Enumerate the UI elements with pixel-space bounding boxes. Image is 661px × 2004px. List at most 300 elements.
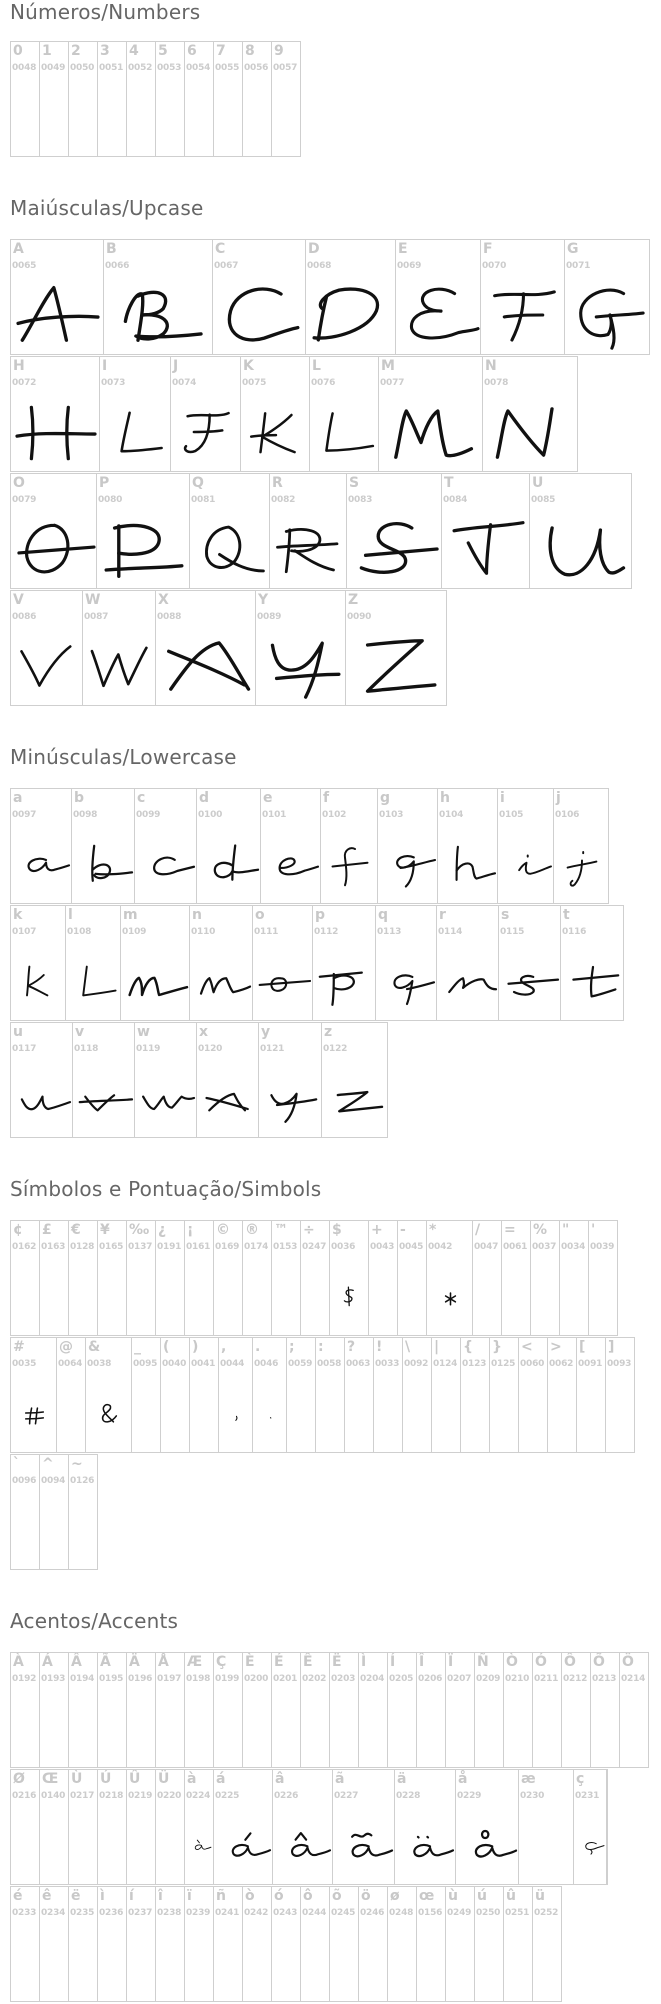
character-code: 0230 — [520, 1791, 545, 1801]
character-label: I — [102, 358, 108, 374]
glyph-cell — [242, 41, 272, 157]
handwritten-glyph — [396, 240, 481, 355]
glyph-stroke — [92, 846, 94, 881]
character-label: F — [483, 241, 493, 257]
glyph-stroke — [286, 529, 320, 551]
character-label: | — [434, 1339, 440, 1355]
glyph-stroke — [332, 974, 333, 1005]
handwritten-glyph — [347, 474, 442, 589]
glyph-stroke — [185, 415, 210, 452]
character-label: 5 — [158, 43, 168, 59]
character-code: 0200 — [244, 1674, 269, 1684]
character-label: ú — [477, 1888, 487, 1904]
glyph-stroke — [271, 1094, 296, 1122]
character-label: i — [500, 790, 505, 806]
glyph-stroke — [35, 1408, 37, 1424]
handwritten-glyph — [197, 789, 261, 904]
character-label: Ù — [71, 1771, 83, 1787]
character-label: c — [137, 790, 146, 806]
character-label: A — [13, 241, 24, 257]
glyph-cell — [68, 1769, 98, 1885]
character-label: Û — [129, 1771, 141, 1787]
character-label: Á — [42, 1654, 53, 1670]
character-code: 0086 — [12, 612, 37, 622]
handwritten-glyph — [253, 1338, 287, 1453]
character-label: 1 — [42, 43, 52, 59]
character-label: Ü — [158, 1771, 170, 1787]
glyph-cell — [68, 41, 98, 157]
glyph-cell — [39, 1454, 69, 1570]
glyph-cell — [445, 1886, 475, 2002]
glyph-cell — [445, 1652, 475, 1768]
character-code: 0120 — [198, 1044, 223, 1054]
glyph-cell — [213, 1220, 243, 1336]
character-label: á — [216, 1771, 226, 1787]
glyph-cell — [576, 1337, 606, 1453]
character-label: ü — [535, 1888, 545, 1904]
glyph-cell — [126, 1886, 156, 2002]
character-label: ~ — [71, 1456, 83, 1472]
character-label: 6 — [187, 43, 197, 59]
character-code: 0103 — [379, 810, 404, 820]
character-code: 0076 — [311, 378, 336, 388]
character-code: 0250 — [476, 1908, 501, 1918]
glyph-cell — [559, 1220, 589, 1336]
glyph-cell — [10, 1652, 40, 1768]
character-code: 0116 — [562, 927, 587, 937]
character-code: 0244 — [302, 1908, 327, 1918]
glyph-cell — [344, 1337, 374, 1453]
handwritten-glyph — [100, 357, 171, 472]
character-code: 0040 — [162, 1359, 187, 1369]
glyph-stroke — [22, 1097, 70, 1110]
glyph-stroke — [610, 315, 614, 348]
glyph-cell — [196, 1022, 259, 1138]
glyph-stroke — [596, 313, 643, 317]
character-code: 0249 — [447, 1908, 472, 1918]
character-label: 7 — [216, 43, 226, 59]
glyph-cell — [97, 1886, 127, 2002]
character-code: 0203 — [331, 1674, 356, 1684]
glyph-cell — [426, 1220, 473, 1336]
glyph-stroke — [397, 856, 414, 887]
character-code: 0217 — [70, 1791, 95, 1801]
glyph-stroke — [286, 530, 290, 572]
glyph-cell — [497, 788, 554, 904]
glyph-stroke — [411, 311, 478, 338]
character-label: ì — [100, 1888, 105, 1904]
character-label: t — [563, 907, 570, 923]
character-label: Ò — [506, 1654, 518, 1670]
character-label: k — [13, 907, 23, 923]
glyph-stroke — [457, 863, 495, 878]
glyph-cell — [97, 41, 127, 157]
character-code: 0039 — [590, 1242, 615, 1252]
character-label: y — [261, 1024, 271, 1040]
glyph-stroke — [96, 872, 132, 874]
glyph-cell — [321, 1022, 388, 1138]
glyph-cell — [10, 1022, 73, 1138]
character-code: 0126 — [70, 1476, 95, 1486]
character-label: n — [192, 907, 202, 923]
glyph-stroke — [446, 1296, 456, 1302]
character-code: 0050 — [70, 63, 95, 73]
character-code: 0212 — [563, 1674, 588, 1684]
character-code: 0067 — [214, 261, 239, 271]
character-code: 0163 — [41, 1242, 66, 1252]
glyph-stroke — [28, 975, 47, 995]
glyph-stroke — [446, 1296, 456, 1302]
character-code: 0082 — [271, 495, 296, 505]
glyph-cell — [619, 1652, 649, 1768]
character-code: 0174 — [244, 1242, 269, 1252]
character-code: 0038 — [87, 1359, 112, 1369]
character-code: 0210 — [505, 1674, 530, 1684]
glyph-stroke — [188, 413, 229, 416]
character-code: 0124 — [433, 1359, 458, 1369]
character-label: < — [521, 1339, 533, 1355]
glyph-cell — [272, 1769, 333, 1885]
character-code: 0069 — [397, 261, 422, 271]
character-label: ä — [397, 1771, 407, 1787]
handwritten-glyph — [11, 1338, 57, 1453]
character-code: 0033 — [375, 1359, 400, 1369]
character-code: 0251 — [505, 1908, 530, 1918]
character-label: P — [99, 475, 110, 491]
character-label: Î — [419, 1654, 425, 1670]
glyph-cell — [97, 1769, 127, 1885]
handwritten-glyph — [379, 357, 483, 472]
character-code: 0111 — [254, 927, 279, 937]
character-code: 0035 — [12, 1359, 37, 1369]
glyph-cell — [242, 1220, 272, 1336]
character-label: } — [492, 1339, 502, 1355]
glyph-stroke — [571, 860, 582, 885]
character-code: 0046 — [254, 1359, 279, 1369]
handwritten-glyph — [346, 591, 447, 706]
glyph-cell — [387, 1886, 417, 2002]
glyph-stroke — [194, 430, 222, 432]
character-code: 0090 — [347, 612, 372, 622]
character-code: 0061 — [503, 1242, 528, 1252]
glyph-stroke — [261, 413, 266, 452]
glyph-stroke — [396, 411, 472, 457]
glyph-cell — [300, 1886, 330, 2002]
character-code: 0235 — [70, 1908, 95, 1918]
character-label: ® — [245, 1222, 259, 1238]
handwritten-glyph — [333, 1770, 395, 1885]
glyph-cell — [155, 1652, 185, 1768]
character-label: Ê — [303, 1654, 313, 1670]
glyph-stroke — [320, 973, 362, 977]
glyph-cell — [305, 239, 396, 355]
character-label: R — [272, 475, 283, 491]
glyph-cell — [503, 1652, 533, 1768]
handwritten-glyph — [270, 474, 347, 589]
glyph-cell — [96, 473, 190, 589]
glyph-stroke — [295, 551, 334, 570]
character-code: 0102 — [322, 810, 347, 820]
character-label: £ — [42, 1222, 52, 1238]
glyph-cell — [329, 1652, 359, 1768]
character-code: 0084 — [443, 495, 468, 505]
glyph-cell — [460, 1337, 490, 1453]
glyph-stroke — [115, 526, 160, 555]
glyph-cell — [65, 905, 121, 1021]
character-code: 0106 — [555, 810, 580, 820]
character-code: 0057 — [273, 63, 298, 73]
character-label: K — [243, 358, 254, 374]
handwritten-glyph — [11, 474, 97, 589]
glyph-cell — [573, 1769, 607, 1885]
glyph-stroke — [418, 1837, 419, 1838]
character-code: 0101 — [262, 810, 287, 820]
character-code: 0072 — [12, 378, 37, 388]
character-label: ' — [591, 1222, 596, 1238]
character-code: 0062 — [549, 1359, 574, 1369]
character-code: 0239 — [186, 1908, 211, 1918]
glyph-cell — [56, 1337, 86, 1453]
glyph-cell — [85, 1337, 132, 1453]
character-code: 0234 — [41, 1908, 66, 1918]
character-code: 0161 — [186, 1242, 211, 1252]
character-label: ? — [347, 1339, 356, 1355]
glyph-cell — [532, 1652, 562, 1768]
glyph-stroke — [334, 976, 354, 990]
glyph-stroke — [573, 975, 618, 979]
character-label: p — [315, 907, 326, 923]
character-code: 0088 — [157, 612, 182, 622]
character-label: : — [318, 1339, 324, 1355]
glyph-cell — [97, 1652, 127, 1768]
glyph-cell — [480, 239, 565, 355]
glyph-cell — [97, 1220, 127, 1336]
character-label: T — [444, 475, 454, 491]
character-code: 0113 — [377, 927, 402, 937]
character-code: 0216 — [12, 1791, 37, 1801]
glyph-cell — [155, 1886, 185, 2002]
glyph-stroke — [292, 1845, 330, 1856]
character-label: J — [173, 358, 179, 374]
character-label: Ñ — [477, 1654, 489, 1670]
character-label: 9 — [274, 43, 284, 59]
glyph-cell — [68, 1220, 98, 1336]
character-code: 0105 — [499, 810, 524, 820]
character-code: 0058 — [317, 1359, 342, 1369]
character-label: - — [400, 1222, 406, 1238]
character-code: 0128 — [70, 1242, 95, 1252]
glyph-cell — [189, 1337, 219, 1453]
glyph-cell — [315, 1337, 345, 1453]
glyph-stroke — [93, 865, 110, 879]
glyph-stroke — [457, 847, 458, 880]
character-code: 0047 — [474, 1242, 499, 1252]
character-code: 0060 — [520, 1359, 545, 1369]
character-label: z — [324, 1024, 333, 1040]
handwritten-glyph — [554, 789, 609, 904]
character-label: Ë — [332, 1654, 342, 1670]
glyph-stroke — [318, 296, 326, 340]
character-label: h — [440, 790, 450, 806]
character-label: + — [371, 1222, 383, 1238]
glyph-cell — [242, 1652, 272, 1768]
glyph-stroke — [476, 1845, 516, 1857]
glyph-cell — [68, 1652, 98, 1768]
glyph-cell — [99, 356, 171, 472]
glyph-cell — [39, 1769, 69, 1885]
character-label: Í — [390, 1654, 396, 1670]
glyph-stroke — [345, 848, 355, 885]
character-label: O — [13, 475, 25, 491]
glyph-cell — [134, 1022, 197, 1138]
character-code: 0071 — [566, 261, 591, 271]
character-code: 0097 — [12, 810, 37, 820]
character-code: 0191 — [157, 1242, 182, 1252]
character-code: 0242 — [244, 1908, 269, 1918]
character-code: 0227 — [334, 1791, 359, 1801]
glyph-stroke — [512, 294, 524, 340]
glyph-stroke — [122, 413, 162, 451]
handwritten-glyph — [310, 357, 379, 472]
handwritten-glyph — [197, 1023, 259, 1138]
glyph-cell — [240, 356, 310, 472]
character-code: 0207 — [447, 1674, 472, 1684]
character-code: 0100 — [198, 810, 223, 820]
character-label: Ã — [100, 1654, 111, 1670]
glyph-cell — [213, 1652, 243, 1768]
handwritten-glyph — [273, 1770, 333, 1885]
glyph-stroke — [30, 1408, 32, 1424]
glyph-stroke — [277, 674, 339, 678]
character-label: Ö — [622, 1654, 634, 1670]
handwritten-glyph — [156, 591, 256, 706]
handwritten-glyph — [306, 240, 396, 355]
glyph-stroke — [106, 566, 182, 570]
glyph-cell — [10, 356, 100, 472]
glyph-cell — [564, 239, 650, 355]
handwritten-glyph — [83, 591, 156, 706]
glyph-cell — [134, 788, 197, 904]
glyph-cell — [346, 473, 442, 589]
character-label: X — [158, 592, 169, 608]
handwritten-glyph — [561, 906, 624, 1021]
character-label: , — [221, 1339, 227, 1355]
glyph-stroke — [296, 1833, 307, 1840]
glyph-cell — [309, 356, 379, 472]
glyph-cell — [501, 1220, 531, 1336]
character-code: 0108 — [67, 927, 92, 937]
glyph-cell — [258, 1022, 322, 1138]
section-title-upcase: Maiúsculas/Upcase — [10, 196, 204, 220]
character-label: ï — [187, 1888, 192, 1904]
glyph-cell — [103, 239, 213, 355]
glyph-stroke — [497, 409, 552, 457]
glyph-stroke — [422, 289, 454, 311]
character-code: 0169 — [215, 1242, 240, 1252]
handwritten-glyph — [530, 474, 632, 589]
character-code: 0092 — [404, 1359, 429, 1369]
character-label: Ø — [13, 1771, 25, 1787]
glyph-stroke — [586, 1843, 604, 1850]
glyph-cell — [131, 1337, 161, 1453]
character-code: 0122 — [323, 1044, 348, 1054]
character-code: 0104 — [439, 810, 464, 820]
glyph-stroke — [509, 980, 559, 984]
character-code: 0211 — [534, 1674, 559, 1684]
glyph-cell — [120, 905, 190, 1021]
glyph-cell — [255, 590, 346, 706]
character-code: 0114 — [438, 927, 463, 937]
character-label: Õ — [593, 1654, 605, 1670]
character-label: î — [158, 1888, 163, 1904]
character-label: [ — [579, 1339, 586, 1355]
character-label: ¡ — [187, 1222, 194, 1238]
character-label: M — [381, 358, 395, 374]
character-code: 0078 — [484, 378, 509, 388]
character-label: ` — [13, 1456, 20, 1472]
character-code: 0247 — [302, 1242, 327, 1252]
character-label: 2 — [71, 43, 81, 59]
character-code: 0205 — [389, 1674, 414, 1684]
glyph-stroke — [80, 1099, 132, 1102]
glyph-cell — [358, 1886, 388, 2002]
glyph-cell — [378, 356, 483, 472]
glyph-stroke — [130, 978, 187, 995]
character-label: H — [13, 358, 25, 374]
glyph-stroke — [245, 1833, 250, 1840]
glyph-cell — [196, 788, 261, 904]
character-label: ÷ — [303, 1222, 315, 1238]
character-code: 0225 — [215, 1791, 240, 1801]
character-label: $ — [332, 1222, 342, 1238]
character-label: # — [13, 1339, 25, 1355]
glyph-stroke — [519, 863, 551, 874]
character-label: f — [323, 790, 330, 806]
glyph-stroke — [251, 435, 276, 437]
glyph-cell — [553, 788, 609, 904]
glyph-cell — [518, 1769, 574, 1885]
glyph-stroke — [333, 863, 368, 867]
character-code: 0065 — [12, 261, 37, 271]
character-code: 0110 — [191, 927, 216, 937]
handwritten-glyph — [190, 474, 270, 589]
glyph-cell — [329, 1886, 359, 2002]
character-label: D — [308, 241, 320, 257]
handwritten-glyph — [11, 789, 72, 904]
character-code: 0081 — [191, 495, 216, 505]
character-label: a — [13, 790, 23, 806]
character-label: x — [199, 1024, 209, 1040]
character-code: 0051 — [99, 63, 124, 73]
character-label: Œ — [42, 1771, 59, 1787]
character-label: € — [71, 1222, 81, 1238]
character-label: Q — [192, 475, 204, 491]
character-label: w — [137, 1024, 150, 1040]
glyph-stroke — [591, 967, 615, 996]
glyph-stroke — [353, 1845, 392, 1856]
handwritten-glyph — [313, 906, 376, 1021]
character-label: U — [532, 475, 544, 491]
glyph-stroke — [125, 294, 142, 340]
glyph-cell — [10, 473, 97, 589]
character-code: 0137 — [128, 1242, 153, 1252]
glyph-cell — [286, 1337, 316, 1453]
character-label: V — [13, 592, 24, 608]
character-label: % — [533, 1222, 548, 1238]
glyph-stroke — [262, 415, 295, 452]
character-label: 0 — [13, 43, 23, 59]
glyph-cell — [300, 1220, 330, 1336]
